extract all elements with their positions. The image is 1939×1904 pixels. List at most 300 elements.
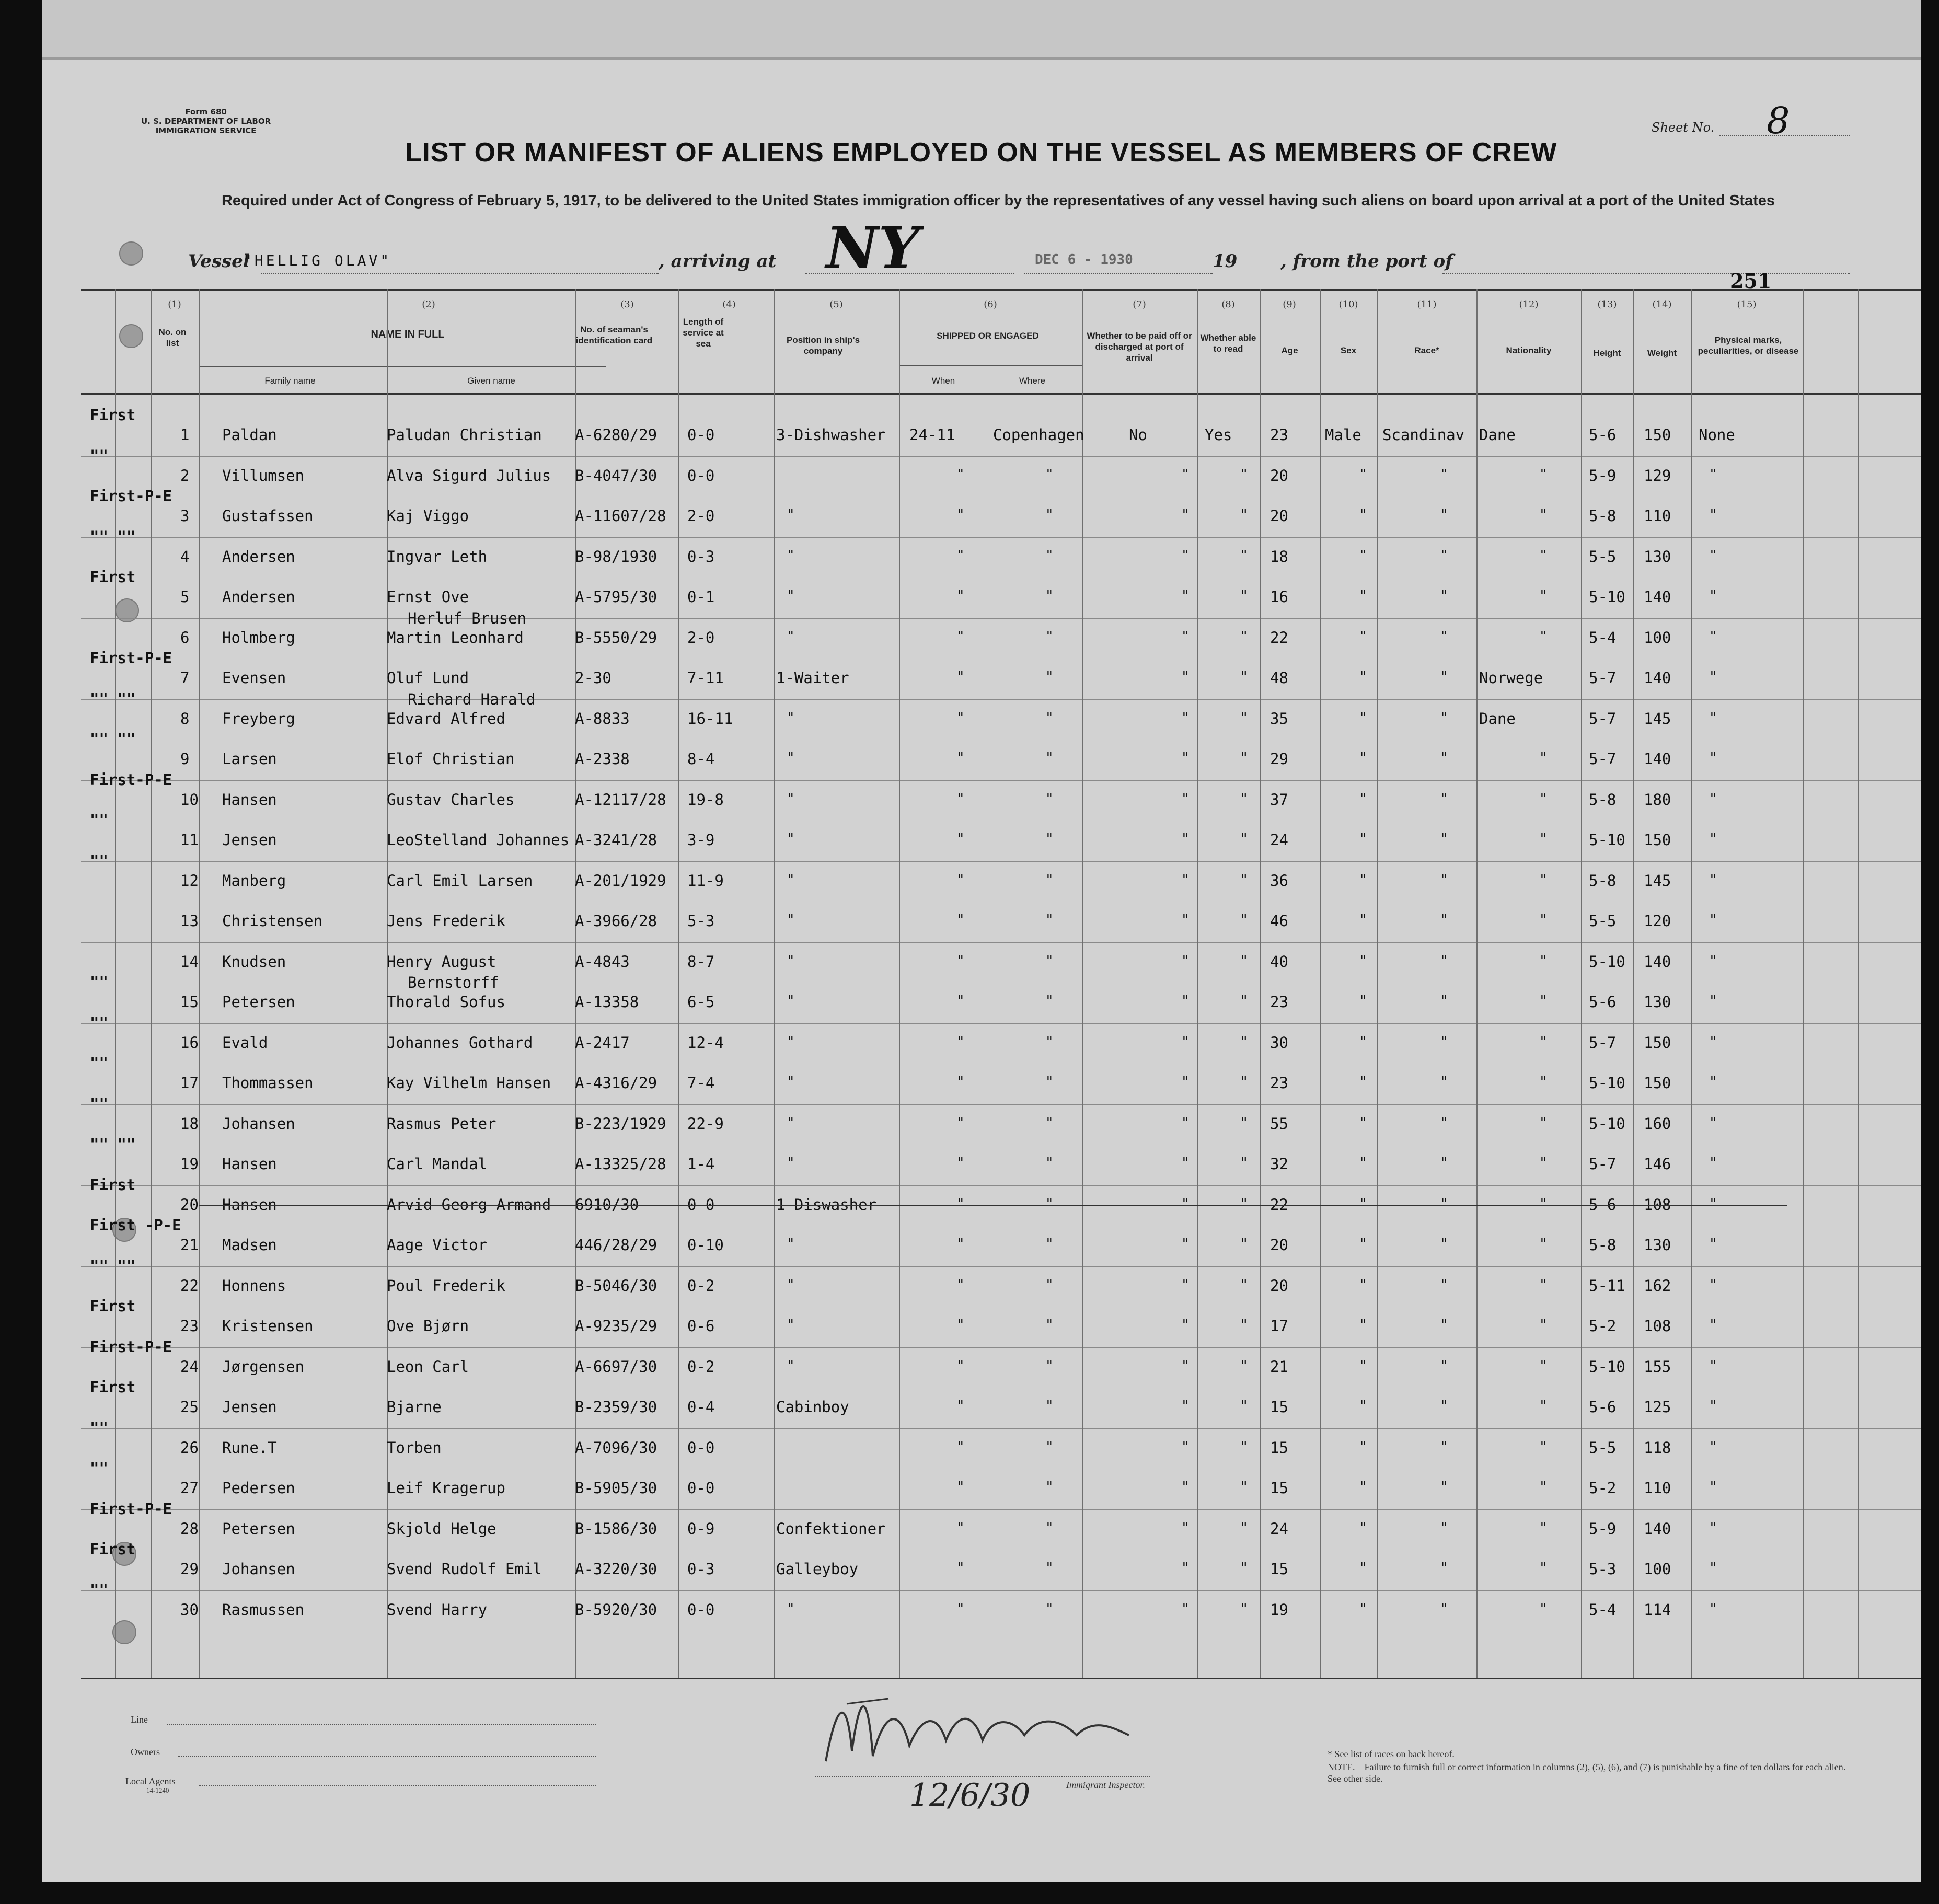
race: " — [1440, 1276, 1448, 1293]
age: 48 — [1270, 669, 1288, 687]
shipped-when: " — [956, 871, 965, 887]
shipped-where: " — [1045, 1560, 1054, 1576]
service-length: 0-0 — [687, 1479, 715, 1497]
shipped-when: " — [956, 1398, 965, 1414]
id-card-number: A-6697/30 — [575, 1357, 657, 1376]
nationality: " — [1539, 1398, 1548, 1414]
column-rule — [1476, 289, 1478, 1678]
footer-form-code: 14-1240 — [146, 1786, 169, 1794]
shipped-when: " — [956, 1600, 965, 1617]
shipped-where: " — [1045, 466, 1054, 482]
height: 5-5 — [1589, 1438, 1617, 1457]
family-name: Villumsen — [222, 466, 305, 484]
able-to-read: " — [1240, 1074, 1249, 1090]
physical-marks: " — [1709, 1438, 1717, 1455]
vessel-label: Vessel — [188, 251, 250, 272]
given-name: Skjold Helge — [387, 1519, 497, 1538]
id-card-number: B-223/1929 — [575, 1114, 666, 1133]
column-number: (15) — [1737, 299, 1757, 310]
physical-marks: " — [1709, 628, 1717, 644]
sex: " — [1359, 1276, 1367, 1293]
given-name: Aage Victor — [387, 1236, 488, 1254]
id-card-number: 6910/30 — [575, 1195, 639, 1214]
service-length: 0-1 — [687, 588, 715, 606]
column-rule — [387, 289, 388, 1678]
sex: " — [1359, 912, 1367, 928]
paid-off: " — [1181, 1276, 1190, 1293]
column-number: (9) — [1283, 299, 1296, 310]
ship-position: " — [787, 871, 795, 887]
column-number: (8) — [1221, 299, 1235, 310]
height: 5-6 — [1589, 426, 1617, 444]
race: " — [1440, 547, 1448, 563]
footer-owners-label: Owners — [131, 1747, 160, 1757]
family-name: Hansen — [222, 790, 277, 809]
given-name: Leon Carl — [387, 1357, 469, 1376]
class-mark: "" — [90, 446, 108, 465]
weight: 130 — [1644, 993, 1671, 1011]
row-rule — [81, 699, 1921, 700]
header-able-read: Whether able to read — [1200, 333, 1256, 354]
nationality: " — [1539, 628, 1548, 644]
ship-position: " — [787, 912, 795, 928]
class-mark: "" "" — [90, 527, 136, 546]
shipped-when: " — [956, 1276, 965, 1293]
nationality: Norwege — [1479, 669, 1543, 687]
shipped-when: " — [956, 547, 965, 563]
able-to-read: " — [1240, 628, 1249, 644]
shipped-where: " — [1045, 1195, 1054, 1211]
sex: " — [1359, 1195, 1367, 1211]
height: 5-2 — [1589, 1317, 1617, 1335]
given-name-above: Bernstorff — [408, 974, 499, 991]
race: " — [1440, 1398, 1448, 1414]
shipped-where: " — [1045, 912, 1054, 928]
nationality: " — [1539, 1317, 1548, 1333]
column-rule — [1082, 289, 1083, 1678]
shipped-where: " — [1045, 871, 1054, 887]
weight: 125 — [1644, 1398, 1671, 1416]
able-to-read: " — [1240, 669, 1249, 685]
weight: 108 — [1644, 1317, 1671, 1335]
header-paid-off: Whether to be paid off or discharged at port of arrival — [1087, 331, 1192, 363]
row-number: 2 — [180, 466, 190, 484]
footer-line-underline — [167, 1724, 596, 1725]
service-length: 7-4 — [687, 1074, 715, 1092]
service-length: 12-4 — [687, 1033, 724, 1052]
row-number: 21 — [180, 1236, 199, 1254]
given-name: Rasmus Peter — [387, 1114, 497, 1133]
class-mark: First-P-E — [90, 1337, 172, 1356]
shipped-when: " — [956, 1236, 965, 1252]
physical-marks: " — [1709, 750, 1717, 766]
given-name: Henry August — [387, 952, 497, 971]
column-number: (12) — [1519, 299, 1539, 310]
ship-position: Cabinboy — [776, 1398, 849, 1416]
given-name: Thorald Sofus — [387, 993, 505, 1011]
physical-marks: " — [1709, 1600, 1717, 1617]
height: 5-7 — [1589, 669, 1617, 687]
row-rule — [81, 618, 1921, 619]
shipped-where: " — [1045, 993, 1054, 1009]
family-name: Jensen — [222, 831, 277, 849]
class-mark: First — [90, 1378, 136, 1396]
shipped-where: " — [1045, 1357, 1054, 1374]
name-header-divider — [199, 366, 606, 367]
family-name: Jensen — [222, 1398, 277, 1416]
paid-off: " — [1181, 628, 1190, 644]
column-number: (13) — [1597, 299, 1617, 310]
header-name-in-full: NAME IN FULL — [371, 329, 445, 340]
shipped-when: " — [956, 507, 965, 523]
header-height: Height — [1593, 348, 1621, 358]
nationality: " — [1539, 1519, 1548, 1536]
footer-agents-underline — [199, 1785, 596, 1786]
sex: " — [1359, 952, 1367, 968]
class-mark: "" — [90, 1580, 108, 1599]
shipped-when: " — [956, 1438, 965, 1455]
physical-marks: " — [1709, 831, 1717, 847]
id-card-number: A-7096/30 — [575, 1438, 657, 1457]
header-weight: Weight — [1647, 348, 1677, 358]
column-rule — [678, 289, 679, 1678]
race: " — [1440, 1357, 1448, 1374]
service-length: 6-5 — [687, 993, 715, 1011]
shipped-when: " — [956, 669, 965, 685]
nationality: " — [1539, 1033, 1548, 1049]
row-rule — [81, 1185, 1921, 1186]
given-name: Torben — [387, 1438, 442, 1457]
nationality: " — [1539, 1600, 1548, 1617]
weight: 100 — [1644, 1560, 1671, 1578]
given-name-above: Richard Harald — [408, 690, 536, 708]
column-rule — [575, 289, 576, 1678]
shipped-where: " — [1045, 1114, 1054, 1130]
footer-local-agents-label: Local Agents — [125, 1776, 176, 1786]
service-length: 0-3 — [687, 547, 715, 566]
given-name: Kay Vilhelm Hansen — [387, 1074, 551, 1092]
class-mark: "" "" — [90, 730, 136, 748]
able-to-read: " — [1240, 912, 1249, 928]
column-rule — [1197, 289, 1198, 1678]
from-port-underline — [1442, 273, 1850, 274]
row-number: 19 — [180, 1155, 199, 1173]
family-name: Freyberg — [222, 709, 295, 728]
weight: 140 — [1644, 669, 1671, 687]
row-rule — [81, 780, 1921, 781]
age: 36 — [1270, 871, 1288, 890]
able-to-read: " — [1240, 790, 1249, 806]
department: U. S. DEPARTMENT OF LABOR — [141, 117, 271, 126]
height: 5-10 — [1589, 1114, 1625, 1133]
ship-position: " — [787, 1114, 795, 1130]
id-card-number: A-2338 — [575, 750, 630, 768]
height: 5-5 — [1589, 547, 1617, 566]
ship-position: 1-Diswasher — [776, 1195, 877, 1214]
sex: " — [1359, 1519, 1367, 1536]
age: 46 — [1270, 912, 1288, 930]
family-name: Thommassen — [222, 1074, 314, 1092]
sex: " — [1359, 831, 1367, 847]
weight: 150 — [1644, 426, 1671, 444]
race: " — [1440, 1600, 1448, 1617]
nationality: " — [1539, 750, 1548, 766]
paid-off: " — [1181, 1560, 1190, 1576]
family-name: Jørgensen — [222, 1357, 305, 1376]
race: " — [1440, 912, 1448, 928]
age: 23 — [1270, 1074, 1288, 1092]
shipped-where: " — [1045, 628, 1054, 644]
vessel-name: "HELLIG OLAV" — [243, 252, 392, 269]
ship-position: " — [787, 1317, 795, 1333]
ship-position: Galleyboy — [776, 1560, 859, 1578]
shipped-where: " — [1045, 1438, 1054, 1455]
family-name: Kristensen — [222, 1317, 314, 1335]
class-mark: First -P-E — [90, 1216, 181, 1234]
paid-off: " — [1181, 507, 1190, 523]
height: 5-9 — [1589, 466, 1617, 484]
age: 15 — [1270, 1438, 1288, 1457]
row-number: 23 — [180, 1317, 199, 1335]
service-length: 2-0 — [687, 507, 715, 525]
id-card-number: A-8833 — [575, 709, 630, 728]
physical-marks: " — [1709, 1074, 1717, 1090]
column-number: (7) — [1133, 299, 1146, 310]
shipped-where: " — [1045, 750, 1054, 766]
physical-marks: " — [1709, 1398, 1717, 1414]
shipped-when: " — [956, 1519, 965, 1536]
shipped-when: " — [956, 912, 965, 928]
column-number: (6) — [984, 299, 997, 310]
id-card-number: A-3966/28 — [575, 912, 657, 930]
shipped-where: " — [1045, 1276, 1054, 1293]
able-to-read: " — [1240, 1479, 1249, 1495]
race: " — [1440, 1033, 1448, 1049]
age: 24 — [1270, 831, 1288, 849]
paid-off: " — [1181, 1438, 1190, 1455]
paid-off: " — [1181, 831, 1190, 847]
header-age: Age — [1281, 345, 1298, 355]
race: " — [1440, 709, 1448, 725]
ship-position: " — [787, 1276, 795, 1293]
inspector-label: Immigrant Inspector. — [1066, 1780, 1145, 1790]
race: " — [1440, 1560, 1448, 1576]
able-to-read: " — [1240, 952, 1249, 968]
row-rule — [81, 861, 1921, 862]
age: 22 — [1270, 628, 1288, 647]
shipped-where: " — [1045, 1317, 1054, 1333]
age: 20 — [1270, 507, 1288, 525]
sex: " — [1359, 628, 1367, 644]
height: 5-5 — [1589, 912, 1617, 930]
sex: " — [1359, 547, 1367, 563]
able-to-read: " — [1240, 1033, 1249, 1049]
row-number: 15 — [180, 993, 199, 1011]
service-length: 0-9 — [687, 1519, 715, 1538]
service-name: IMMIGRATION SERVICE — [155, 126, 257, 135]
row-number: 3 — [180, 507, 190, 525]
race: " — [1440, 628, 1448, 644]
sex: " — [1359, 1357, 1367, 1374]
age: 32 — [1270, 1155, 1288, 1173]
class-mark: First-P-E — [90, 487, 172, 505]
physical-marks: " — [1709, 1479, 1717, 1495]
footer-line-label: Line — [131, 1714, 148, 1725]
nationality: " — [1539, 1114, 1548, 1130]
paid-off: " — [1181, 1236, 1190, 1252]
age: 18 — [1270, 547, 1288, 566]
race: " — [1440, 952, 1448, 968]
id-card-number: A-12117/28 — [575, 790, 666, 809]
column-number: (5) — [829, 299, 843, 310]
given-name: Gustav Charles — [387, 790, 515, 809]
shipped-when: " — [956, 1155, 965, 1171]
able-to-read: " — [1240, 993, 1249, 1009]
header-where: Where — [1019, 376, 1046, 386]
class-mark: "" — [90, 1013, 108, 1032]
weight: 180 — [1644, 790, 1671, 809]
able-to-read: " — [1240, 466, 1249, 482]
height: 5-10 — [1589, 588, 1625, 606]
age: 15 — [1270, 1560, 1288, 1578]
paid-off: " — [1181, 669, 1190, 685]
nationality: " — [1539, 588, 1548, 604]
height: 5-11 — [1589, 1276, 1625, 1295]
service-length: 19-8 — [687, 790, 724, 809]
header-when: When — [931, 376, 955, 386]
shipped-where: Copenhagen — [993, 426, 1084, 444]
nationality: " — [1539, 790, 1548, 806]
ship-position: " — [787, 588, 795, 604]
weight: 129 — [1644, 466, 1671, 484]
weight: 108 — [1644, 1195, 1671, 1214]
height: 5-10 — [1589, 952, 1625, 971]
shipped-where: " — [1045, 1033, 1054, 1049]
able-to-read: Yes — [1205, 426, 1232, 444]
nationality: " — [1539, 912, 1548, 928]
form-number: Form 680 — [185, 107, 227, 117]
header-no-on-list: No. on list — [158, 327, 187, 348]
physical-marks: " — [1709, 709, 1717, 725]
class-mark: "" "" — [90, 1135, 136, 1153]
row-rule — [81, 1023, 1921, 1024]
race: " — [1440, 1317, 1448, 1333]
weight: 130 — [1644, 547, 1671, 566]
given-name: Bjarne — [387, 1398, 442, 1416]
arriving-underline — [805, 273, 1014, 274]
given-name: Martin Leonhard — [387, 628, 524, 647]
class-mark: First-P-E — [90, 1499, 172, 1518]
race: " — [1440, 588, 1448, 604]
column-rule — [1633, 289, 1634, 1678]
shipped-when: " — [956, 790, 965, 806]
shipped-where: " — [1045, 1519, 1054, 1536]
race: " — [1440, 750, 1448, 766]
header-id-card: No. of seaman's identification card — [575, 325, 653, 345]
sex: " — [1359, 993, 1367, 1009]
row-number: 24 — [180, 1357, 199, 1376]
sex: Male — [1325, 426, 1361, 444]
ship-position: " — [787, 1236, 795, 1252]
sheet-number-line — [1719, 135, 1850, 136]
shipped-where: " — [1045, 1479, 1054, 1495]
weight: 150 — [1644, 831, 1671, 849]
given-name: Poul Frederik — [387, 1276, 505, 1295]
nationality: " — [1539, 1195, 1548, 1211]
row-number: 5 — [180, 588, 190, 606]
class-mark: "" — [90, 1459, 108, 1477]
header-physical-marks: Physical marks, peculiarities, or disease — [1698, 335, 1799, 356]
race: " — [1440, 1155, 1448, 1171]
sex: " — [1359, 1479, 1367, 1495]
class-mark: "" "" — [90, 689, 136, 708]
age: 37 — [1270, 790, 1288, 809]
weight: 140 — [1644, 952, 1671, 971]
row-number: 10 — [180, 790, 199, 809]
column-rule — [1581, 289, 1582, 1678]
able-to-read: " — [1240, 750, 1249, 766]
id-card-number: A-6280/29 — [575, 426, 657, 444]
family-name: Johansen — [222, 1560, 295, 1578]
shipped-when: " — [956, 952, 965, 968]
class-mark: First-P-E — [90, 770, 172, 789]
age: 20 — [1270, 1276, 1288, 1295]
age: 17 — [1270, 1317, 1288, 1335]
row-rule — [81, 1266, 1921, 1267]
service-length: 0-10 — [687, 1236, 724, 1254]
service-length: 0-0 — [687, 1438, 715, 1457]
id-card-number: B-4047/30 — [575, 466, 657, 484]
ship-position: " — [787, 709, 795, 725]
shipped-where: " — [1045, 790, 1054, 806]
table-top-border — [81, 289, 1921, 291]
id-card-number: A-3241/28 — [575, 831, 657, 849]
service-length: 8-4 — [687, 750, 715, 768]
physical-marks: " — [1709, 1114, 1717, 1130]
row-number: 13 — [180, 912, 199, 930]
paid-off: " — [1181, 1600, 1190, 1617]
column-rule — [1691, 289, 1692, 1678]
shipped-where: " — [1045, 831, 1054, 847]
nationality: " — [1539, 1155, 1548, 1171]
service-length: 8-7 — [687, 952, 715, 971]
nationality: " — [1539, 993, 1548, 1009]
service-length: 0-2 — [687, 1357, 715, 1376]
row-number: 4 — [180, 547, 190, 566]
paid-off: " — [1181, 1033, 1190, 1049]
race: " — [1440, 790, 1448, 806]
given-name: Ove Bjørn — [387, 1317, 469, 1335]
shipped-when: " — [956, 466, 965, 482]
id-card-number: B-98/1930 — [575, 547, 657, 566]
race: " — [1440, 1519, 1448, 1536]
sex: " — [1359, 1317, 1367, 1333]
given-name: Oluf Lund — [387, 669, 469, 687]
age: 55 — [1270, 1114, 1288, 1133]
race: Scandinav — [1382, 426, 1465, 444]
shipped-when: " — [956, 628, 965, 644]
row-number: 20 — [180, 1195, 199, 1214]
age: 16 — [1270, 588, 1288, 606]
physical-marks: " — [1709, 547, 1717, 563]
class-mark: "" — [90, 1094, 108, 1113]
physical-marks: " — [1709, 1560, 1717, 1576]
race: " — [1440, 669, 1448, 685]
nationality: " — [1539, 871, 1548, 887]
id-card-number: B-2359/30 — [575, 1398, 657, 1416]
nationality: " — [1539, 547, 1548, 563]
form-info — [141, 107, 271, 135]
